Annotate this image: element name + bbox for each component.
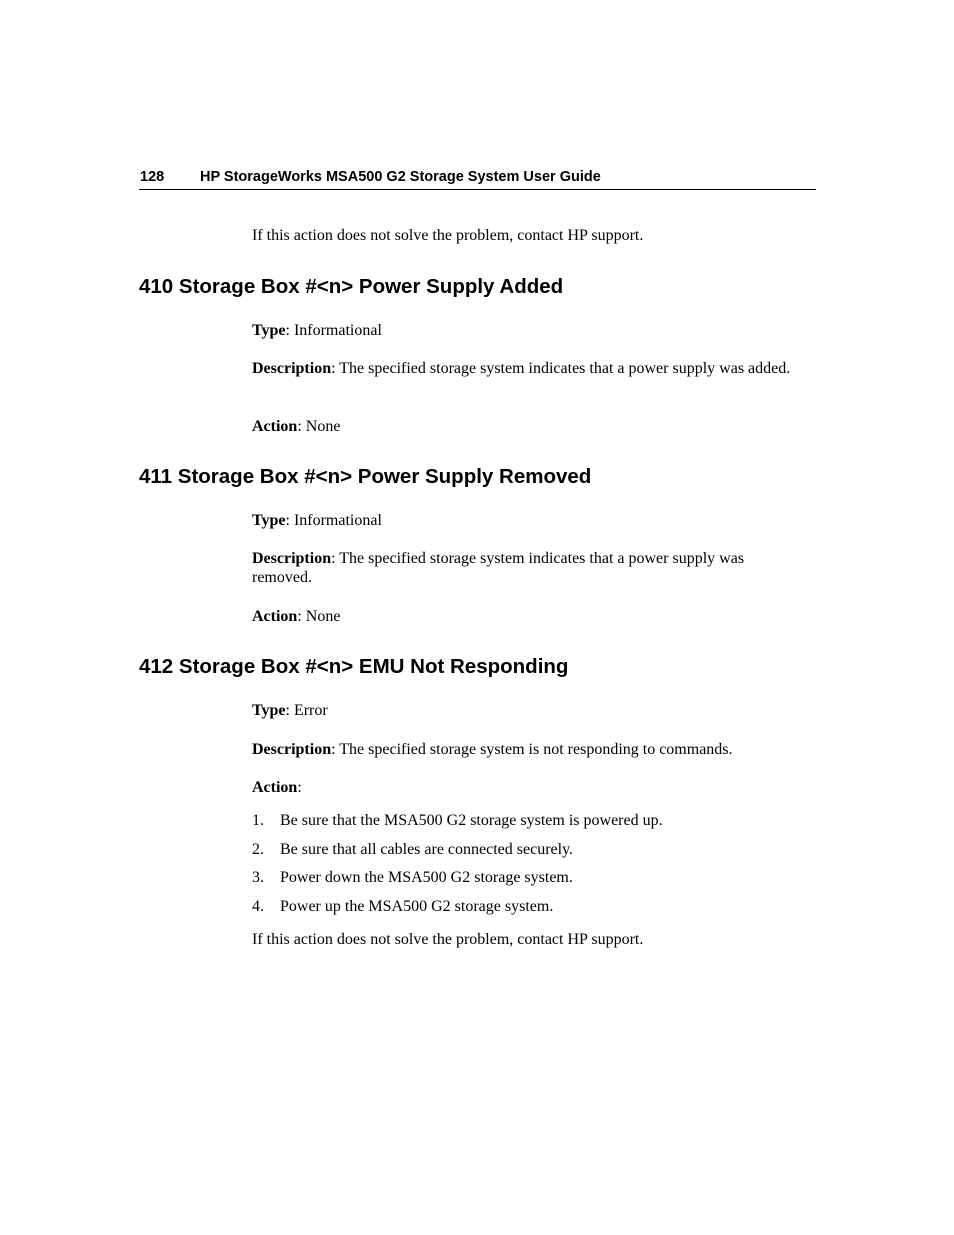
type-label: Type (252, 322, 286, 339)
separator: : (285, 322, 294, 339)
list-item-text: Be sure that all cables are connected securely. (280, 841, 574, 858)
page-header (139, 168, 816, 190)
list-item-text: Be sure that the MSA500 G2 storage system is powered up. (280, 812, 663, 829)
description-label: Description (252, 741, 332, 758)
action-value: None (305, 608, 341, 625)
list-item-number: 4. (252, 898, 264, 915)
action-value: None (305, 418, 341, 435)
separator: : (297, 608, 306, 625)
separator: : (331, 360, 340, 377)
list-item-number: 1. (252, 812, 264, 829)
list-item-text: Power up the MSA500 G2 storage system. (280, 898, 554, 915)
separator: : (331, 741, 340, 758)
type-value: Error (293, 702, 328, 719)
type-line (252, 511, 792, 530)
description-value: The specified storage system indicates that a power supply was added. (339, 360, 791, 377)
list-item-text: Power down the MSA500 G2 storage system. (280, 869, 573, 886)
section-heading-410: 410 Storage Box #<n> Power Supply Added (139, 275, 564, 298)
type-value: Informational (293, 512, 382, 529)
description-value: The specified storage system is not responding to commands. (339, 741, 733, 758)
closing-text: If this action does not solve the problem, contact HP support. (252, 931, 644, 948)
description-line (252, 359, 792, 378)
guide-title: HP StorageWorks MSA500 G2 Storage System User Guide (200, 169, 601, 185)
action-line (252, 778, 792, 797)
description-label: Description (252, 360, 332, 377)
description-line (252, 549, 792, 587)
separator: : (285, 512, 294, 529)
action-label: Action (252, 418, 298, 435)
action-label: Action (252, 608, 298, 625)
page-number: 128 (140, 169, 165, 185)
action-line (252, 417, 792, 436)
type-label: Type (252, 702, 286, 719)
type-line (252, 701, 792, 720)
separator: : (285, 702, 294, 719)
section-heading-411: 411 Storage Box #<n> Power Supply Removed (139, 465, 592, 488)
action-label: Action (252, 779, 298, 796)
separator: : (331, 550, 340, 567)
description-value: The specified storage system indicates that a power supply was removed. (252, 550, 745, 586)
action-colon: : (297, 779, 302, 796)
description-line (252, 740, 792, 759)
list-item-number: 2. (252, 841, 264, 858)
action-line (252, 607, 792, 626)
section-heading-412: 412 Storage Box #<n> EMU Not Responding (139, 655, 569, 678)
list-item-number: 3. (252, 869, 264, 886)
intro-text: If this action does not solve the problem, contact HP support. (252, 227, 644, 244)
description-label: Description (252, 550, 332, 567)
type-line (252, 321, 792, 340)
type-label: Type (252, 512, 286, 529)
separator: : (297, 418, 306, 435)
type-value: Informational (293, 322, 382, 339)
